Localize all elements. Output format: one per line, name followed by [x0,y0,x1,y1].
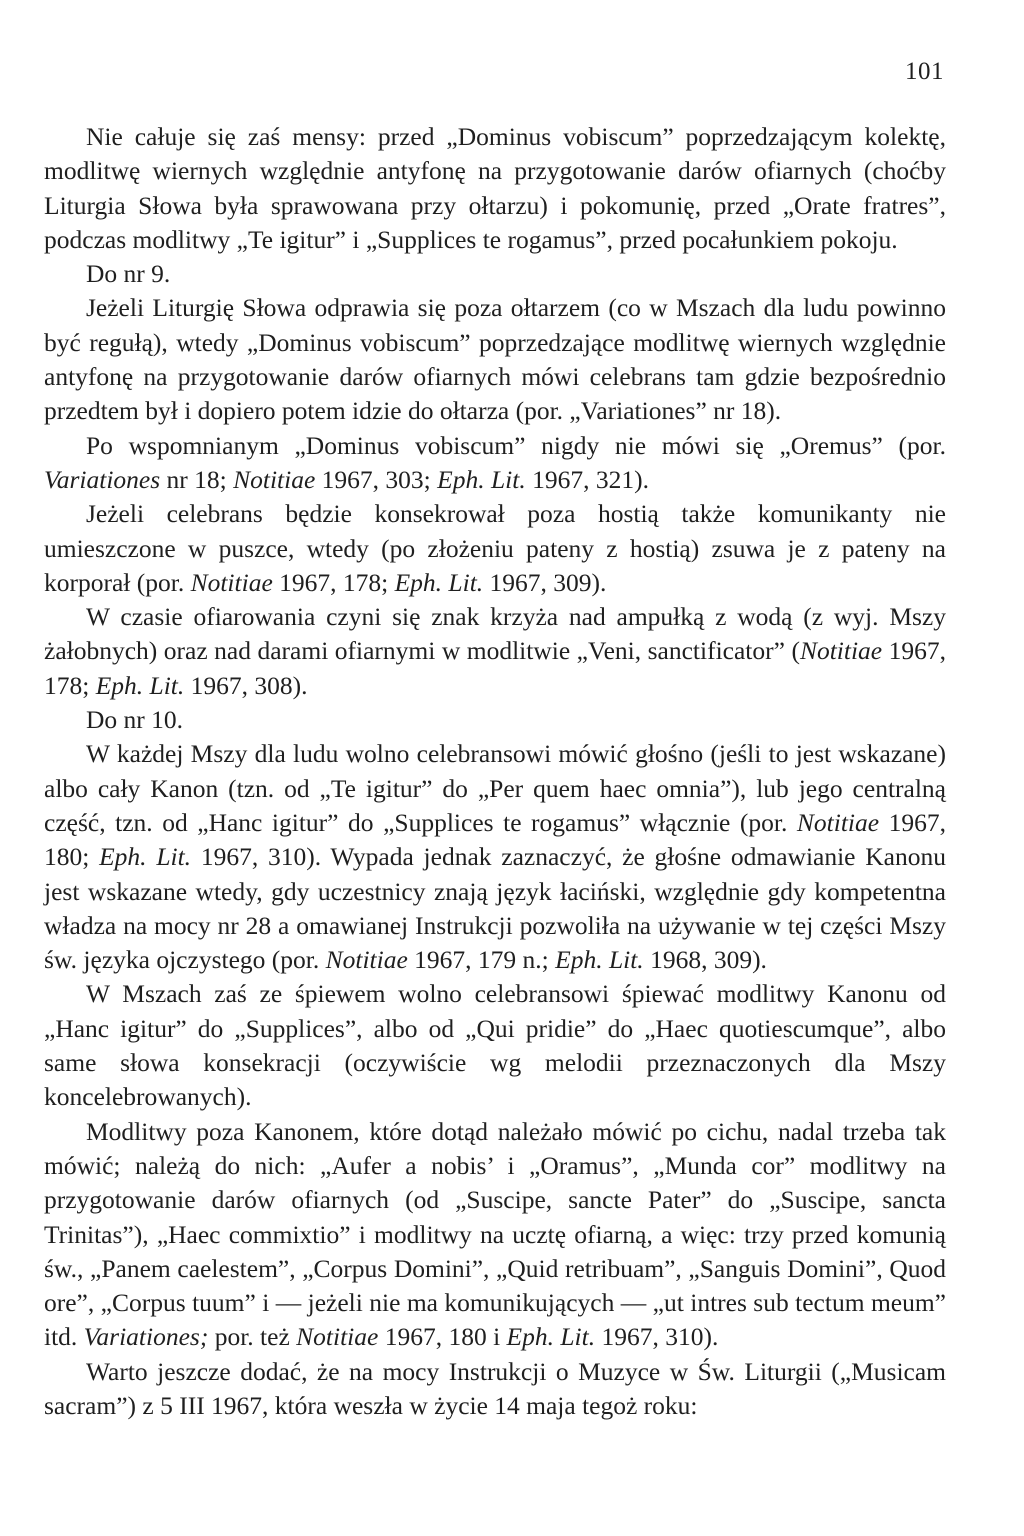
text-segment: nr 18; [160,464,234,494]
text-segment: 1967, 303; [315,464,438,494]
citation-italic: Eph. Lit. [95,670,185,700]
text-segment: 1967, 308). [184,670,308,700]
citation-italic: Eph. Lit. [506,1322,596,1352]
text-segment: Do nr 9. [86,259,171,289]
text-segment: W Mszach zaś ze śpiewem wolno celebransowi śpiewać modlitwy Kanonu od „Hanc igitur” do „Supplices”, albo od „Qui pridie” do „Haec quotiescumque”, albo same słowa konsekracji (oczywiście wg melodii przeznaczonych dla Mszy koncelebrowanych). [44,979,946,1112]
paragraph [44,1115,946,1355]
text-segment: 1967, 310). Wypada jednak zaznaczyć, że głośne odmawianie Kanonu jest wskazane wtedy, gdy uczestnicy znają język łaciński, względnie gdy kompetentna władza na mocy nr 28 a omawianej Instrukcji pozwoliła na używanie w tej części Mszy św. języka ojczystego (por. [44,842,946,975]
citation-italic: Notitiae [190,567,273,597]
paragraph [44,600,946,703]
paragraph [44,429,946,498]
citation-italic: Eph. Lit. [394,567,484,597]
text-segment: 1967, 309). [483,567,607,597]
text-segment: 1967, 179 n.; [407,945,556,975]
citation-italic: Notitiae [325,945,408,975]
citation-italic: Eph. Lit. [437,464,526,494]
citation-italic: Variationes [44,464,161,494]
citation-italic: Variationes; [83,1322,209,1352]
paragraph [44,1355,946,1424]
text-segment: 1967, 180 i [378,1322,507,1352]
text-segment: W czasie ofiarowania czyni się znak krzyża nad ampułką z wodą (z wyj. Mszy żałobnych) oraz nad darami ofiarnymi w modlitwie „Veni, sanctificator” ( [44,602,946,666]
text-segment: Jeżeli celebrans będzie konsekrował poza hostią także komunikanty nie umieszczone w puszce, wtedy (po złożeniu pateny z hostią) zsuwa je z pateny na korporał (por. [44,499,946,597]
text-segment: Nie całuje się zaś mensy: przed „Dominus vobiscum” poprzedzającym kolektę, modlitwę wiernych względnie antyfonę na przygotowanie darów ofiarnych (choćby Liturgia Słowa była sprawowana przy ołtarzu) i pokomunię, przed „Orate fratres”, podczas modlitwy „Te igitur” i „Supplices te rogamus”, przed pocałunkiem pokoju. [44,122,946,254]
page-number: 101 [905,58,944,85]
paragraph [44,737,946,977]
paragraph [44,497,946,600]
text-segment: 1967, 321). [525,464,649,494]
text-segment: W każdej Mszy dla ludu wolno celebransowi mówić głośno (jeśli to jest wskazane) albo cały Kanon (tzn. od „Te igitur” do „Per quem haec omnia”), lub jego centralną część, tzn. od „Hanc igitur” do „Supplices te rogamus” włącznie (por. [44,739,946,837]
paragraph [44,977,946,1114]
citation-italic: Notitiae [796,807,880,837]
citation-italic: Eph. Lit. [555,945,644,975]
paragraph [44,703,946,737]
paragraph [44,120,946,257]
citation-italic: Notitiae [799,636,883,666]
citation-italic: Eph. Lit. [99,842,192,872]
text-segment: Po wspomnianym „Dominus vobiscum” nigdy nie mówi się „Oremus” (por. [86,430,946,460]
text-segment: 1968, 309). [643,945,767,975]
body-text [44,120,946,1423]
text-segment: Warto jeszcze dodać, że na mocy Instrukcji o Muzyce w Św. Liturgii („Musicam sacram”) z 5 III 1967, która weszła w życie 14 maja tegoż roku: [44,1356,946,1420]
text-segment: Modlitwy poza Kanonem, które dotąd należało mówić po cichu, nadal trzeba tak mówić; należą do nich: „Aufer a nobis’ i „Oramus”, „Munda cor” modlitwy na przygotowanie darów ofiarnych (od „Suscipe, sancte Pater” do „Suscipe, sancta Trinitas”), „Haec commixtio” i modlitwy na ucztę ofiarną, a więc: trzy przed komunią św., „Panem caelestem”, „Corpus Domini”, „Quid retribuam”, „Sanguis Domini”, Quod ore”, „Corpus tuum” i — jeżeli nie ma komunikujących — „ut intres sub tectum meum” itd. [44,1116,946,1352]
text-segment: 1967, 180; [44,807,947,872]
text-segment: 1967, 178; [272,567,395,597]
text-segment: Jeżeli Liturgię Słowa odprawia się poza ołtarzem (co w Mszach dla ludu powinno być regułą), wtedy „Dominus vobiscum” poprzedzające modlitwę wiernych względnie antyfonę na przygotowanie darów ofiarnych mówi celebrans tam gdzie bezpośrednio przedtem był i dopiero potem idzie do ołtarza (por. „Variationes” nr 18). [44,293,946,426]
text-segment: 1967, 310). [595,1322,719,1352]
text-segment: Do nr 10. [86,705,184,735]
text-segment: por. też [208,1322,297,1352]
paragraph [44,291,946,428]
citation-italic: Notitiae [296,1322,379,1352]
paragraph [44,257,946,291]
text-segment: 1967, 178; [44,636,947,700]
citation-italic: Notitiae [233,464,316,494]
